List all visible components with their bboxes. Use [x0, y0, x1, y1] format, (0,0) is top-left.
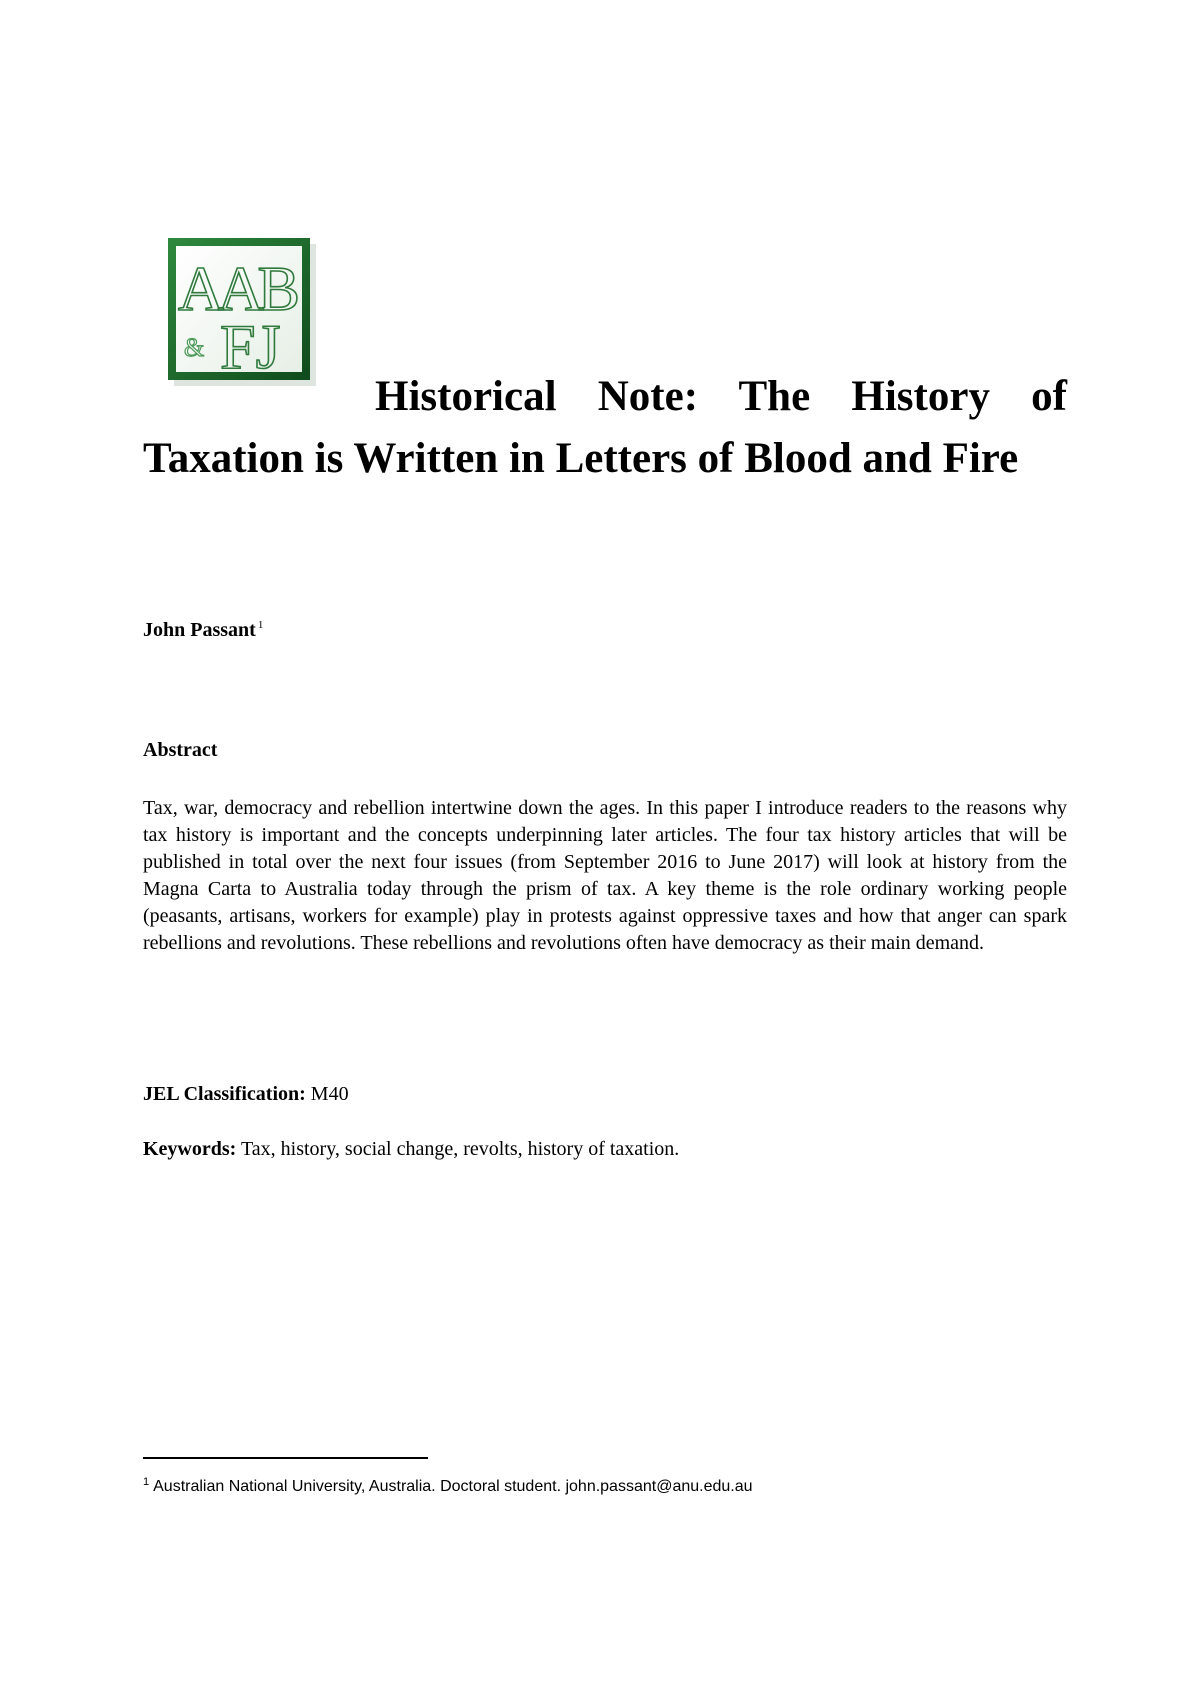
- logo-letters-top: AAB: [178, 253, 300, 324]
- paper-title: Historical Note: The History of Taxation is Written in Letters of Blood and Fire: [143, 373, 1067, 482]
- logo-letters-amp: &: [184, 333, 205, 362]
- author-line: [143, 612, 263, 643]
- footnote-text: Australian National University, Australia. Doctoral student. john.passant@anu.edu.au: [153, 1478, 753, 1495]
- keywords-value: Tax, history, social change, revolts, history of taxation.: [236, 1138, 680, 1160]
- footnote-mark: 1: [143, 1476, 150, 1488]
- footnote: [143, 1471, 753, 1498]
- logo-letters-bottom: FJ: [220, 311, 281, 382]
- abstract-text: Tax, war, democracy and rebellion intertwine down the ages. In this paper I introduce readers to the reasons why tax history is important and the concepts underpinning later articles. The four tax history articles that will be published in total over the next four issues (from September 2016 to June 2017) will look at history from the Magna Carta to Australia today through the prism of tax. A key theme is the role ordinary working people (peasants, artisans, workers for example) play in protests against oppressive taxes and how that anger can spark rebellions and revolutions. These rebellions and revolutions often have democracy as their main demand.: [143, 797, 1067, 954]
- author-name: John Passant: [143, 619, 256, 641]
- jel-value: M40: [305, 1083, 349, 1105]
- abstract-heading: Abstract: [143, 739, 218, 761]
- jel-label: JEL Classification:: [143, 1083, 306, 1105]
- footnote-divider: [143, 1457, 428, 1459]
- keywords: [143, 1136, 679, 1162]
- jel-classification: [143, 1081, 349, 1107]
- keywords-label: Keywords:: [143, 1138, 237, 1160]
- author-footnote-mark[interactable]: 1: [257, 619, 264, 631]
